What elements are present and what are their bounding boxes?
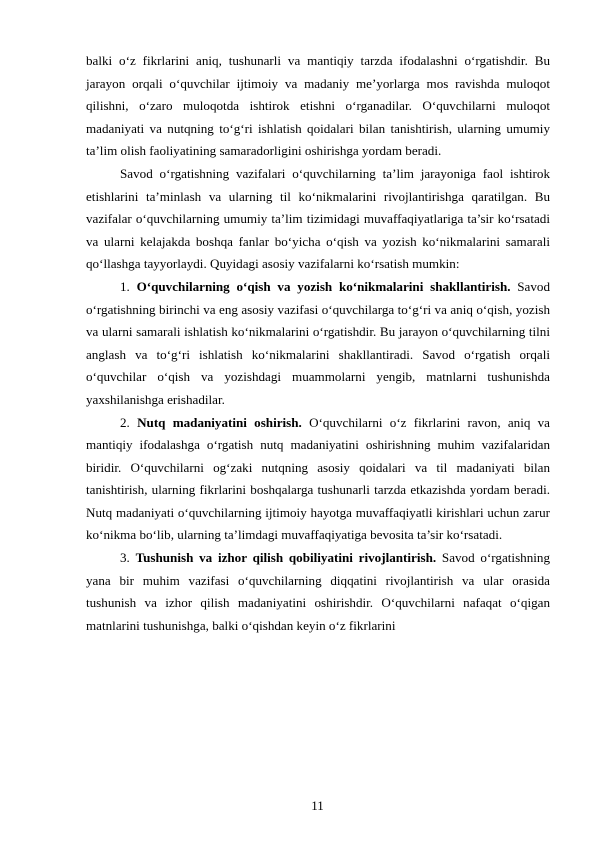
list-heading: O‘quvchilarning o‘qish va yozish ko‘nikmalarini shakllantirish. [136,278,511,294]
paragraph-intro: Savod o‘rgatishning vazifalari o‘quvchilarning ta’lim jarayoniga faol ishtirok etishlarini ta’minlash va ularning til ko‘nikmalarini rivojlantirishga qaratilgan. Bu vazifalar o‘quvchilarning umumiy ta’lim tizimidagi muvaffaqiyatlariga ta’sir ko‘rsatadi va ularni kelajakda boshqa fanlar bo‘yicha o‘qish va yozish ko‘nikmalarini samarali qo‘llashga tayyorlaydi. Quyidagi asosiy vazifalarni ko‘rsatish mumkin: [86,165,550,272]
list-heading: Nutq madaniyatini oshirish. [137,414,302,430]
list-heading: Tushunish va izhor qilish qobiliyatini rivojlantirish. [135,550,437,566]
list-number: 1. [120,278,137,294]
list-number: 3. [120,550,136,566]
list-item-1 [86,276,550,412]
list-number: 2. [120,414,138,430]
list-body: Savod o‘rgatishning yana bir muhim vazifasi o‘quvchilarning diqqatini rivojlantirish va ular orasida tushunish va izhor qilish madaniyatini oshirishdir. O‘quvchilarni nafaqat o‘qigan matnlarini tushunishga, balki o‘qishdan keyin o‘z fikrlarini [86,550,550,633]
list-body: O‘quvchilarni o‘z fikrlarini ravon, aniq va mantiqiy ifodalashga o‘rgatish nutq madaniyatini oshirishning muhim vazifalaridan biridir. O‘quvchilarni og‘zaki nutqning asosiy qoidalari va til madaniyati bilan tanishtirish, ularning fikrlarini boshqalarga tushunarli tarzda etkazishda yordam beradi. Nutq madaniyati o‘quvchilarning ijtimoiy hayotga muvaffaqiyatli kirishlari uchun zarur ko‘nikma bo‘lib, ularning ta’limdagi muvaffaqiyatiga bevosita ta’sir ko‘rsatadi. [86,414,550,543]
list-item-2 [86,412,550,548]
list-body: Savod o‘rgatishning birinchi va eng asosiy vazifasi o‘quvchilarga to‘g‘ri va aniq o‘qish, yozish va ularni samarali ishlatish ko‘nikmalarini o‘rgatishdir. Bu jarayon o‘quvchilarning tilni anglash va to‘g‘ri ishlatish ko‘nikmalarini shakllantiradi. Savod o‘rgatish orqali o‘quvchilar o‘qish va yozishdagi muammolarni yengib, matnlarni tushunishda yaxshilanishga erishadilar. [86,278,551,407]
page-number: 11 [311,798,324,813]
list-item-3 [86,547,550,637]
paragraph-continuation: balki o‘z fikrlarini aniq, tushunarli va mantiqiy tarzda ifodalashni o‘rgatishdir. Bu jarayon orqali o‘quvchilar ijtimoiy va madaniy me’yorlarga mos ravishda muloqot qilishni, o‘zaro muloqotda ishtirok etishni o‘rganadilar. O‘quvchilarni muloqot madaniyati va nutqning to‘g‘ri ishlatish qoidalari bilan tanishtirish, ularning umumiy ta’lim olish faoliyatining samaradorligini oshirishga yordam beradi. [86,53,550,159]
page-body [86,50,550,637]
